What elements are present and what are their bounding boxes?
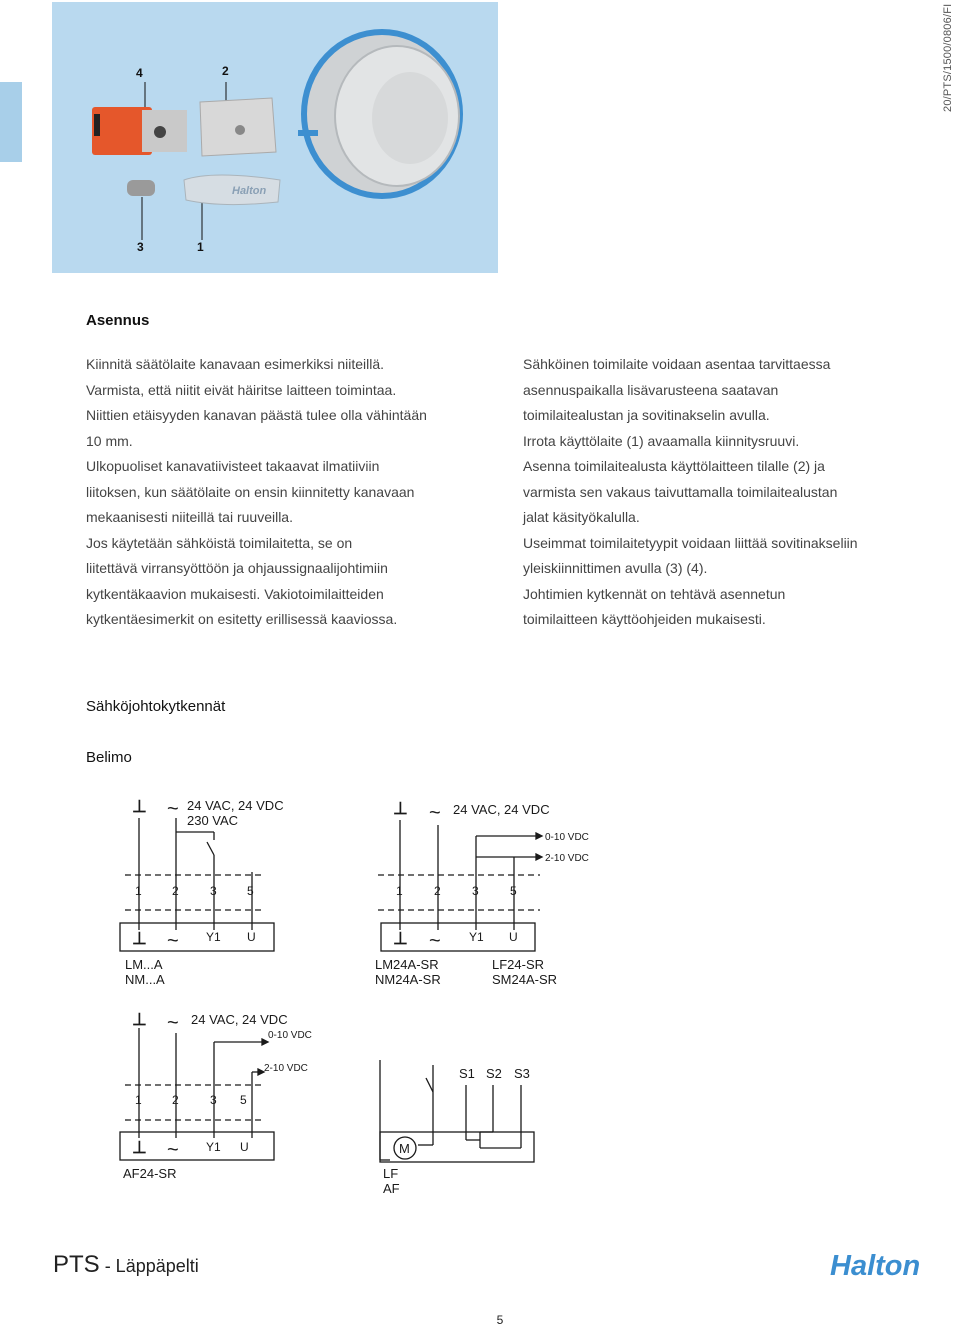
d3-supply: 24 VAC, 24 VDC	[191, 1012, 288, 1027]
text-line: jalat käsityökalulla.	[523, 509, 640, 525]
text-line: asennuspaikalla lisävarusteena saatavan	[523, 381, 779, 398]
page-tab-marker	[0, 82, 22, 162]
text-line: yleiskiinnittimen avulla (3) (4).	[523, 560, 708, 576]
text-line: Jos käytetään sähköistä toimilaitetta, se on	[86, 534, 353, 551]
actuator-shaft-hole	[154, 126, 166, 138]
d1-supply-line2: 230 VAC	[187, 813, 239, 828]
callout-3: 3	[137, 240, 144, 254]
ac-symbol: ~	[167, 1012, 179, 1034]
text-line: kytkentäkaavion mukaisesti. Vakiotoimilaitteiden	[86, 585, 384, 602]
text-line: toimilaitealustan ja sovitinakselin avulla.	[523, 407, 770, 423]
section-heading-installation: Asennus	[86, 312, 150, 329]
d1-box-y1: Y1	[206, 930, 221, 944]
d2-terminal-3: 3	[472, 884, 479, 898]
d2-box-ground: ⊥	[393, 929, 408, 948]
d2-terminal-2: 2	[434, 884, 441, 898]
d4-model-af: AF	[383, 1181, 400, 1196]
d3-signal-2-10: 2-10 VDC	[264, 1063, 308, 1074]
d3-terminal-1: 1	[135, 1093, 142, 1107]
d3-model-af24: AF24-SR	[123, 1166, 177, 1181]
damper-illustration	[52, 2, 498, 273]
text-line: Kiinnitä säätölaite kanavaan esimerkiksi niiteillä.	[86, 356, 385, 372]
text-line: Sähköinen toimilaite voidaan asentaa tarvittaessa	[523, 356, 831, 372]
text-line: liitoksen, kun säätölaite on ensin kiinnitetty kanavaan	[86, 483, 415, 500]
d1-box-u: U	[247, 930, 256, 944]
text-line: Asenna toimilaitealusta käyttölaitteen tilalle (2) ja	[523, 458, 825, 474]
page-number: 5	[496, 1313, 504, 1327]
text-line: kytkentäesimerkit on esitetty erillisessä kaaviossa.	[86, 611, 398, 627]
document-code: 20/PTS/1500/0806/FI	[942, 3, 954, 112]
halton-logo	[828, 1247, 948, 1281]
d1-terminal-2: 2	[172, 884, 179, 898]
ground-symbol: ⊥	[393, 799, 408, 818]
d4-switch-s3: S3	[514, 1066, 530, 1081]
handle-logo-text: Halton	[232, 185, 267, 197]
text-line: Ulkopuoliset kanavatiivisteet takaavat ilmatiiviin	[86, 458, 380, 474]
d2-model-lm24a: LM24A-SR	[375, 957, 439, 972]
text-line: liitettävä virransyöttöön ja ohjaussignaalijohtimiin	[86, 560, 388, 576]
d4-switch-s2: S2	[486, 1066, 502, 1081]
ac-symbol: ~	[167, 798, 179, 820]
wiring-diagrams	[0, 780, 960, 1210]
text-line: mekaanisesti niiteillä tai ruuveilla.	[86, 509, 293, 525]
motor-symbol: M	[399, 1141, 410, 1156]
d3-terminal-2: 2	[172, 1093, 179, 1107]
text-line: 10 mm.	[86, 432, 133, 449]
d2-signal-0-10: 0-10 VDC	[545, 832, 589, 843]
d1-box-ac: ~	[167, 930, 179, 952]
d3-box-ac: ~	[167, 1139, 179, 1161]
d1-terminal-3: 3	[210, 884, 217, 898]
d4-switch-s1: S1	[459, 1066, 475, 1081]
duct-fitting	[298, 130, 318, 136]
d2-terminal-1: 1	[396, 884, 403, 898]
d2-box-u: U	[509, 930, 518, 944]
d1-terminal-5: 5	[247, 884, 254, 898]
d2-terminal-5: 5	[510, 884, 517, 898]
d3-box-ground: ⊥	[132, 1138, 147, 1157]
footer-product-name: - Läppäpelti	[99, 1256, 199, 1276]
text-line: Niittien etäisyyden kanavan päästä tulee olla vähintään	[86, 407, 427, 423]
footer-title	[53, 1251, 199, 1279]
d2-model-lf24: LF24-SR	[492, 957, 545, 972]
callout-1: 1	[197, 240, 204, 254]
installation-text-right	[523, 352, 923, 633]
d3-box-u: U	[240, 1140, 249, 1154]
text-line: Useimmat toimilaitetyypit voidaan liittää sovitinakseliin	[523, 534, 858, 551]
text-line: toimilaitteen käyttöohjeiden mukaisesti.	[523, 611, 766, 627]
callout-2: 2	[222, 64, 229, 78]
d1-box-ground: ⊥	[132, 929, 147, 948]
ac-symbol: ~	[429, 802, 441, 824]
ground-symbol: ⊥	[132, 797, 147, 816]
adapter-shaft	[127, 180, 155, 196]
halton-logo-text: Halton	[830, 1250, 921, 1281]
d1-supply-line1: 24 VAC, 24 VDC	[187, 798, 284, 813]
product-photo	[52, 2, 498, 273]
d3-box-y1: Y1	[206, 1140, 221, 1154]
d1-terminal-1: 1	[135, 884, 142, 898]
d2-model-nm24a: NM24A-SR	[375, 972, 441, 987]
d2-model-sm24a: SM24A-SR	[492, 972, 558, 987]
d4-model-lf: LF	[383, 1166, 399, 1181]
installation-text-left	[86, 352, 486, 633]
text-line: varmista sen vakaus taivuttamalla toimilaitealustan	[523, 483, 838, 500]
text-line: Varmista, että niitit eivät häiritse laitteen toimintaa.	[86, 381, 397, 398]
d3-terminal-3: 3	[210, 1093, 217, 1107]
bracket-hole	[235, 125, 245, 135]
d1-model-lm: LM...A	[125, 957, 163, 972]
actuator-lever	[94, 114, 100, 136]
d3-terminal-5: 5	[240, 1093, 247, 1107]
d2-signal-2-10: 2-10 VDC	[545, 853, 589, 864]
footer-product-code: PTS	[53, 1251, 100, 1278]
d2-box-ac: ~	[429, 930, 441, 952]
d3-signal-0-10: 0-10 VDC	[268, 1030, 312, 1041]
text-line: Johtimien kytkennät on tehtävä asennetun	[523, 585, 786, 602]
d2-box-y1: Y1	[469, 930, 484, 944]
section-subheading-belimo: Belimo	[86, 749, 132, 766]
section-heading-wiring: Sähköjohtokytkennät	[86, 698, 226, 715]
text-line: Irrota käyttölaite (1) avaamalla kiinnitysruuvi.	[523, 432, 800, 449]
callout-4: 4	[136, 66, 143, 80]
d2-supply: 24 VAC, 24 VDC	[453, 802, 550, 817]
d1-model-nm: NM...A	[125, 972, 165, 987]
ground-symbol: ⊥	[132, 1010, 147, 1029]
damper-blade	[372, 72, 448, 164]
